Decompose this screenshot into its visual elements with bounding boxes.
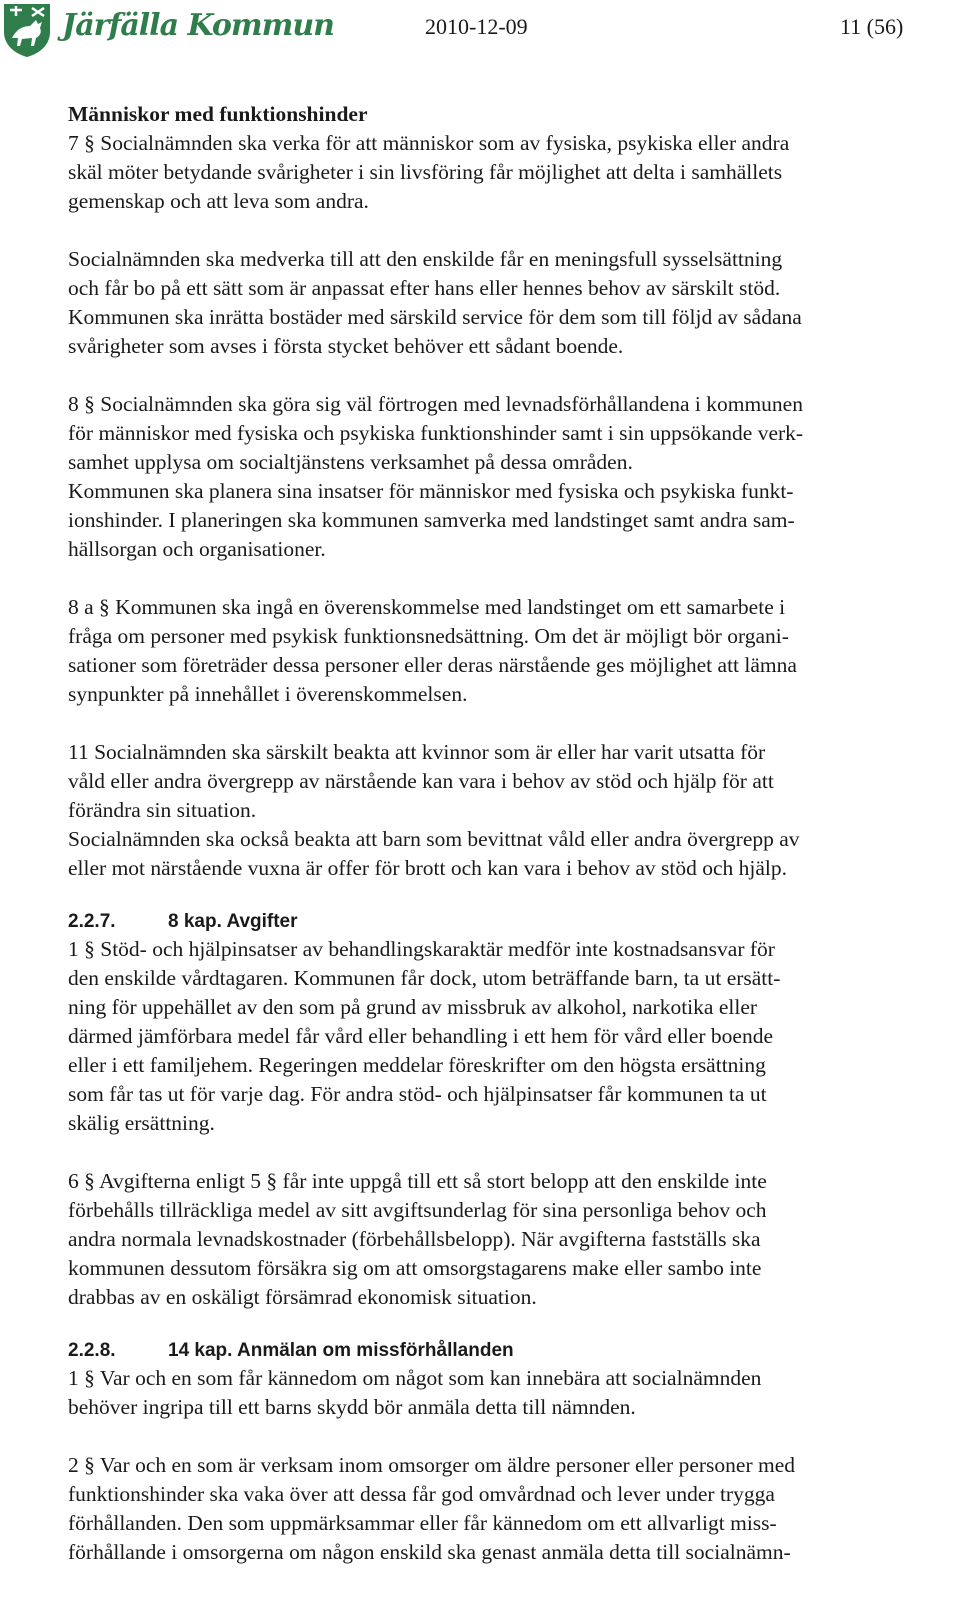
text-line: sationer som företräder dessa personer eller deras närstående ges möjlighet att lämna (68, 653, 797, 677)
paragraph-8a-par (68, 593, 940, 709)
text-line: 1 § Stöd- och hjälpinsatser av behandlingskaraktär medför inte kostnadsansvar för (68, 937, 775, 961)
text-line: den enskilde vårdtagaren. Kommunen får dock, utom beträffande barn, ta ut ersätt- (68, 966, 781, 990)
text-line: samhet upplysa om socialtjänstens verksamhet på dessa områden. (68, 450, 633, 474)
text-line: Socialnämnden ska också beakta att barn som bevittnat våld eller andra övergrepp av (68, 827, 800, 851)
document-date: 2010-12-09 (425, 14, 528, 39)
text-line: 8 § Socialnämnden ska göra sig väl förtrogen med levnadsförhållandena i kommunen (68, 392, 803, 416)
text-line: 1 § Var och en som får kännedom om något som kan innebära att socialnämnden (68, 1366, 762, 1390)
text-line: andra normala levnadskostnader (förbehållsbelopp). När avgifterna fastställs ska (68, 1227, 761, 1251)
text-line: förhållande i omsorgerna om någon enskild ska genast anmäla detta till socialnämn- (68, 1540, 791, 1564)
section-heading-text: 14 kap. Anmälan om missförhållanden (168, 1340, 514, 1361)
text-line: hällsorgan och organisationer. (68, 537, 326, 561)
text-line: för människor med fysiska och psykiska funktionshinder samt i sin uppsökande verk- (68, 421, 804, 445)
text-line: Kommunen ska inrätta bostäder med särskild service för dem som till följd av sådana (68, 305, 802, 329)
text-line: gemenskap och att leva som andra. (68, 189, 369, 213)
section-number: 2.2.7. (68, 911, 116, 932)
text-line: förhållanden. Den som uppmärksammar eller får kännedom om ett allvarligt miss- (68, 1511, 777, 1535)
text-line: synpunkter på innehållet i överenskommelsen. (68, 682, 468, 706)
text-line: behöver ingripa till ett barns skydd bör anmäla detta till nämnden. (68, 1395, 636, 1419)
section-heading-anmalan (68, 1338, 940, 1364)
section-number: 2.2.8. (68, 1340, 116, 1361)
text-line: och får bo på ett sätt som är anpassat efter hans eller hennes behov av särskilt stöd. (68, 276, 781, 300)
text-line: eller mot närstående vuxna är offer för brott och kan vara i behov av stöd och hjälp. (68, 856, 788, 880)
text-line: kommunen dessutom försäkra sig om att omsorgstagarens make eller sambo inte (68, 1256, 762, 1280)
paragraph-avgifter-6 (68, 1167, 940, 1312)
paragraph-medverka (68, 245, 940, 361)
paragraph-anmalan-2 (68, 1451, 940, 1567)
section-title-funktionshinder: Människor med funktionshinder (68, 102, 368, 126)
text-line: förändra sin situation. (68, 798, 257, 822)
section-heading-text: 8 kap. Avgifter (168, 911, 298, 932)
text-line: 11 Socialnämnden ska särskilt beakta att kvinnor som är eller har varit utsatta för (68, 740, 766, 764)
text-line: våld eller andra övergrepp av närstående kan vara i behov av stöd och hjälp för att (68, 769, 774, 793)
text-line: ning för uppehället av den som på grund av missbruk av alkohol, narkotika eller (68, 995, 758, 1019)
paragraph-7-par (68, 129, 940, 216)
text-line: 6 § Avgifterna enligt 5 § får inte uppgå till ett så stort belopp att den enskilde inte (68, 1169, 767, 1193)
text-line: 8 a § Kommunen ska ingå en överenskommelse med landstinget om ett samarbete i (68, 595, 786, 619)
text-line: fråga om personer med psykisk funktionsnedsättning. Om det är möjligt bör organi- (68, 624, 789, 648)
paragraph-11 (68, 738, 940, 883)
paragraph-8-par (68, 390, 940, 564)
text-line: drabbas av en oskäligt försämrad ekonomisk situation. (68, 1285, 537, 1309)
section-heading-avgifter (68, 909, 940, 935)
coat-of-arms-icon (2, 2, 52, 58)
text-line: därmed jämförbara medel får vård eller behandling i ett hem för vård eller boende (68, 1024, 773, 1048)
text-line: skälig ersättning. (68, 1111, 215, 1135)
text-line: skäl möter betydande svårigheter i sin livsföring får möjlighet att delta i samhällets (68, 160, 783, 184)
paragraph-anmalan-1 (68, 1364, 940, 1422)
text-line: funktionshinder ska vaka över att dessa får god omvårdnad och lever under trygga (68, 1482, 775, 1506)
text-line: Kommunen ska planera sina insatser för människor med fysiska och psykiska funkt- (68, 479, 794, 503)
page-header (0, 0, 960, 60)
text-line: 2 § Var och en som är verksam inom omsorger om äldre personer eller personer med (68, 1453, 796, 1477)
text-line: förbehålls tillräckliga medel av sitt avgiftsunderlag för sina personliga behov och (68, 1198, 767, 1222)
text-line: svårigheter som avses i första stycket behöver ett sådant boende. (68, 334, 624, 358)
paragraph-avgifter-1 (68, 935, 940, 1138)
text-line: Socialnämnden ska medverka till att den enskilde får en meningsfull sysselsättning (68, 247, 783, 271)
text-line: 7 § Socialnämnden ska verka för att människor som av fysiska, psykiska eller andra (68, 131, 790, 155)
page-number: 11 (56) (840, 14, 904, 39)
text-line: eller i ett familjehem. Regeringen meddelar föreskrifter om den högsta ersättning (68, 1053, 766, 1077)
text-line: som får tas ut för varje dag. För andra stöd- och hjälpinsatser får kommunen ta ut (68, 1082, 767, 1106)
municipality-logo-text: Järfälla Kommun (62, 8, 334, 43)
document-body (68, 100, 940, 1567)
text-line: ionshinder. I planeringen ska kommunen samverka med landstinget samt andra sam- (68, 508, 795, 532)
